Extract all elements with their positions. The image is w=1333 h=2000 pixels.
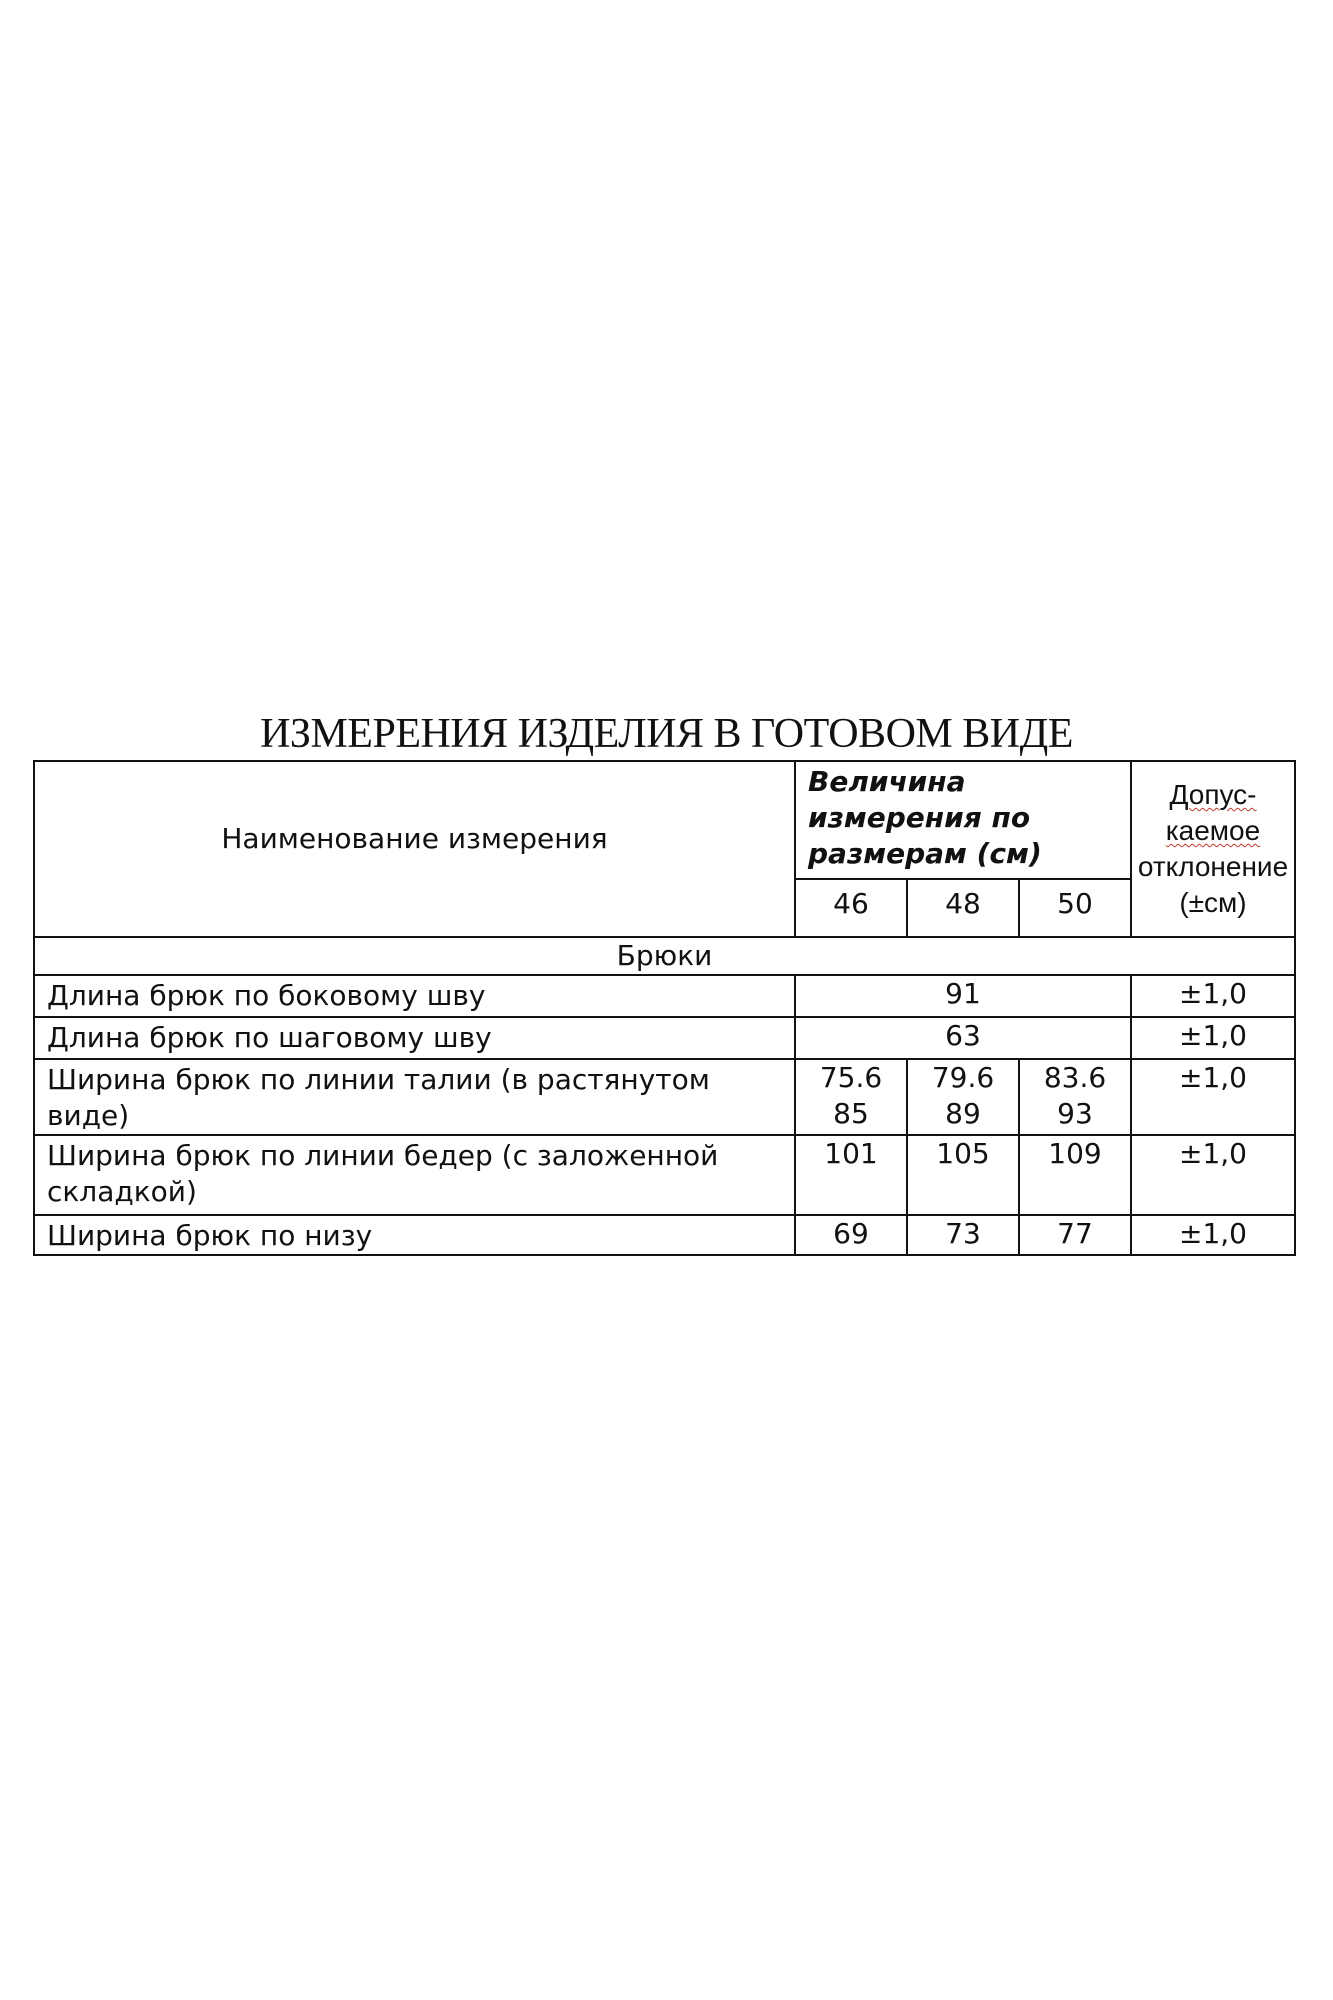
header-row xyxy=(34,761,1295,879)
size-48: 48 xyxy=(907,879,1019,937)
measurements-table xyxy=(33,760,1296,1256)
row-value-48: 105 xyxy=(907,1135,1019,1215)
row-label: Ширина брюк по линии бедер (с заложенной складкой) xyxy=(34,1135,795,1215)
table-row xyxy=(34,975,1295,1017)
table-row xyxy=(34,1059,1295,1135)
row-tolerance: ±1,0 xyxy=(1131,1215,1295,1255)
header-measurement-name: Наименование измерения xyxy=(34,761,795,937)
row-tolerance: ±1,0 xyxy=(1131,1135,1295,1215)
row-label: Ширина брюк по линии талии (в растянутом виде) xyxy=(34,1059,795,1135)
row-value-48: 73 xyxy=(907,1215,1019,1255)
table-row xyxy=(34,1017,1295,1059)
size-50: 50 xyxy=(1019,879,1131,937)
section-row xyxy=(34,937,1295,975)
row-value-46: 69 xyxy=(795,1215,907,1255)
row-tolerance: ±1,0 xyxy=(1131,975,1295,1017)
row-value-46: 75.6 85 xyxy=(795,1059,907,1135)
header-tolerance: Допус- каемое отклонение (±см) xyxy=(1131,761,1295,937)
row-value-50: 77 xyxy=(1019,1215,1131,1255)
row-value-46: 101 xyxy=(795,1135,907,1215)
page-title: ИЗМЕРЕНИЯ ИЗДЕЛИЯ В ГОТОВОМ ВИДЕ xyxy=(260,711,1073,757)
row-label: Длина брюк по боковому шву xyxy=(34,975,795,1017)
row-value-48: 79.6 89 xyxy=(907,1059,1019,1135)
header-value-by-size: Величина измерения по размерам (см) xyxy=(795,761,1131,879)
size-46: 46 xyxy=(795,879,907,937)
row-label: Длина брюк по шаговому шву xyxy=(34,1017,795,1059)
row-value-50: 83.6 93 xyxy=(1019,1059,1131,1135)
row-value-50: 109 xyxy=(1019,1135,1131,1215)
row-tolerance: ±1,0 xyxy=(1131,1017,1295,1059)
row-tolerance: ±1,0 xyxy=(1131,1059,1295,1135)
table-row xyxy=(34,1215,1295,1255)
section-title: Брюки xyxy=(34,937,1295,975)
table-row xyxy=(34,1135,1295,1215)
row-value: 91 xyxy=(795,975,1131,1017)
row-label: Ширина брюк по низу xyxy=(34,1215,795,1255)
row-value: 63 xyxy=(795,1017,1131,1059)
